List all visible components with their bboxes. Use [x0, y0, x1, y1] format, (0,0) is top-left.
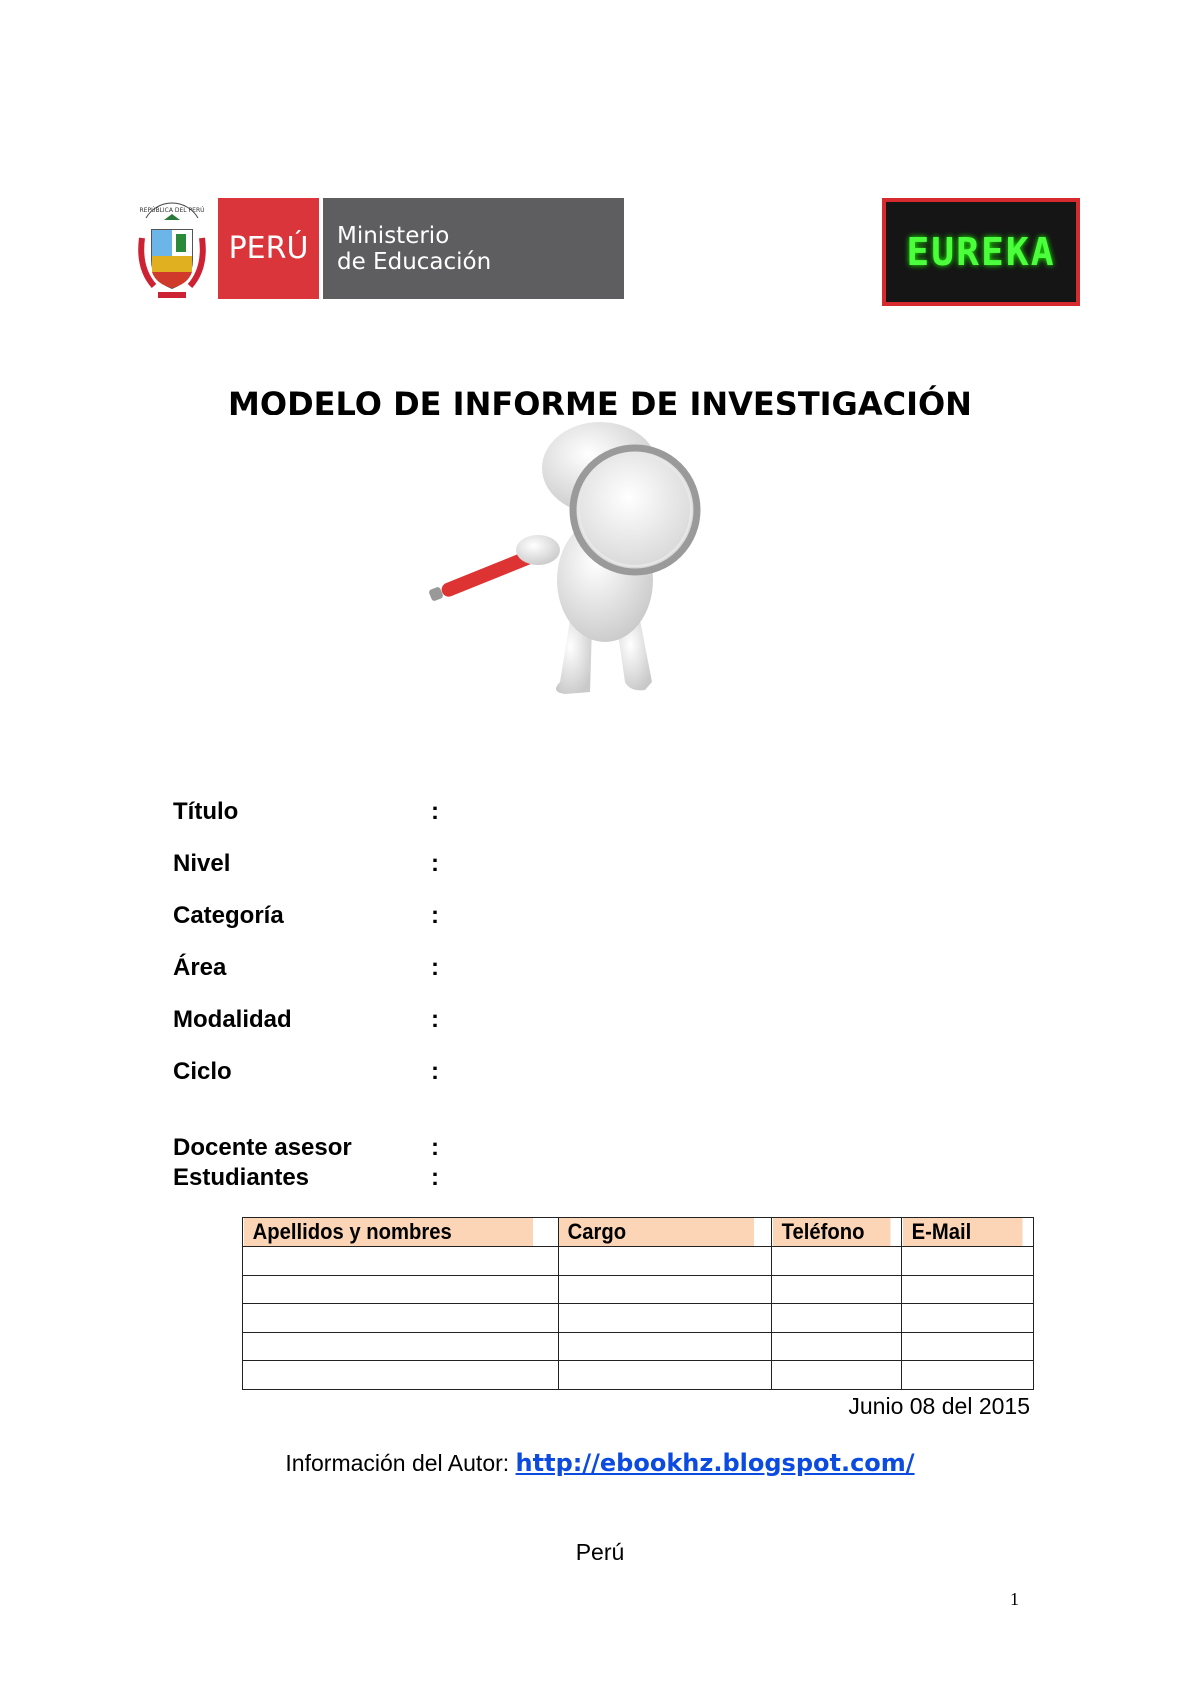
table-cell[interactable]: [558, 1275, 772, 1304]
table-row: [243, 1332, 1034, 1361]
field-colon: :: [431, 1006, 439, 1033]
table-row: [243, 1304, 1034, 1333]
field-label: Estudiantes: [173, 1164, 310, 1191]
field-label: Título: [173, 798, 239, 825]
eureka-logo: [882, 198, 1080, 306]
field-nivel: [173, 850, 493, 878]
table-cell[interactable]: [243, 1247, 559, 1276]
table-cell[interactable]: [243, 1361, 559, 1390]
students-table: [242, 1217, 1034, 1390]
field-label: Docente asesor: [173, 1134, 352, 1161]
svg-text:REPÚBLICA DEL PERÚ: REPÚBLICA DEL PERÚ: [139, 207, 205, 214]
field-modalidad: [173, 1006, 493, 1034]
author-info: [0, 1449, 1200, 1477]
table-cell[interactable]: [243, 1275, 559, 1304]
table-cell[interactable]: [243, 1304, 559, 1333]
field-label: Ciclo: [173, 1058, 232, 1085]
field-colon: :: [431, 954, 439, 981]
table-cell[interactable]: [558, 1332, 772, 1361]
field-colon: :: [431, 902, 439, 929]
table-cell[interactable]: [772, 1361, 902, 1390]
field-docente-asesor: [173, 1134, 493, 1162]
field-area: [173, 954, 493, 982]
field-label: Nivel: [173, 850, 231, 877]
peru-label: PERÚ: [218, 198, 319, 299]
table-cell[interactable]: [772, 1247, 902, 1276]
field-estudiantes: [173, 1164, 493, 1192]
column-header: Teléfono: [772, 1218, 892, 1247]
report-date: Junio 08 del 2015: [848, 1393, 1030, 1419]
author-label: Información del Autor:: [285, 1450, 516, 1476]
field-colon: :: [431, 798, 439, 825]
ministry-label: [323, 198, 624, 299]
table-cell[interactable]: [902, 1304, 1034, 1333]
eureka-text: EUREKA: [906, 230, 1056, 274]
field-label: Modalidad: [173, 1006, 292, 1033]
table-cell[interactable]: [772, 1304, 902, 1333]
field-categoria: [173, 902, 493, 930]
ministry-logo: [136, 198, 624, 301]
magnifying-glass-figure-icon: [420, 420, 782, 702]
field-titulo: [173, 798, 493, 826]
table-header-row: [243, 1218, 1034, 1247]
table-cell[interactable]: [902, 1332, 1034, 1361]
table-cell[interactable]: [558, 1304, 772, 1333]
ministry-line-2: de Educación: [337, 248, 492, 275]
table-cell[interactable]: [772, 1275, 902, 1304]
column-header: E-Mail: [902, 1218, 1023, 1247]
table-cell[interactable]: [902, 1275, 1034, 1304]
table-row: [243, 1275, 1034, 1304]
table-row: [243, 1247, 1034, 1276]
table-cell[interactable]: [558, 1247, 772, 1276]
column-header: Apellidos y nombres: [243, 1218, 533, 1247]
table-cell[interactable]: [772, 1332, 902, 1361]
page-number: 1: [1010, 1589, 1019, 1609]
field-colon: :: [431, 1134, 439, 1161]
author-link[interactable]: http://ebookhz.blogspot.com/: [515, 1449, 915, 1477]
table-row: [243, 1361, 1034, 1390]
document-title: MODELO DE INFORME DE INVESTIGACIÓN: [228, 385, 972, 415]
field-colon: :: [431, 1164, 439, 1191]
table-cell[interactable]: [243, 1332, 559, 1361]
field-label: Área: [173, 954, 227, 981]
table-cell[interactable]: [902, 1247, 1034, 1276]
field-ciclo: [173, 1058, 493, 1086]
field-label: Categoría: [173, 902, 284, 929]
table-cell[interactable]: [558, 1361, 772, 1390]
coat-of-arms-icon: [136, 198, 208, 301]
column-header: Cargo: [558, 1218, 755, 1247]
field-colon: :: [431, 850, 439, 877]
field-colon: :: [431, 1058, 439, 1085]
table-cell[interactable]: [902, 1361, 1034, 1390]
country-label: Perú: [575, 1539, 625, 1565]
ministry-line-1: Ministerio: [337, 222, 450, 249]
